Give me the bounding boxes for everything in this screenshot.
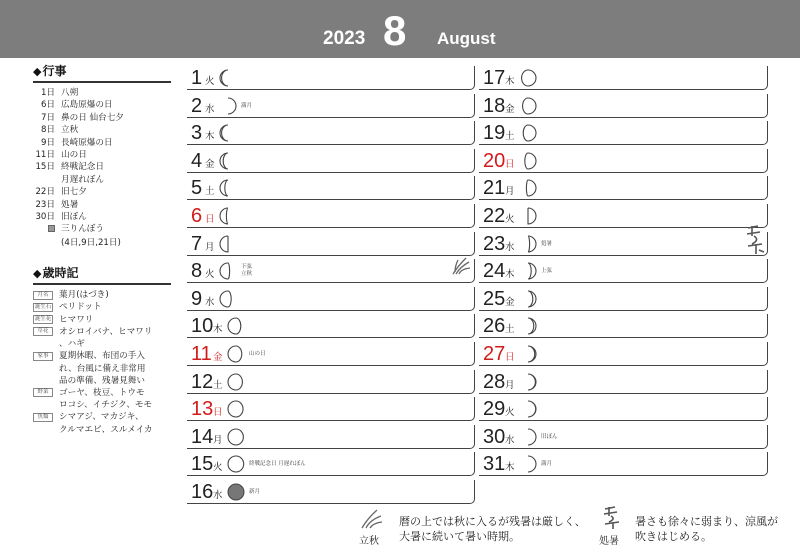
day-number: 27 [483,343,506,365]
day-number: 2 [191,94,203,117]
weekday: 月 [505,186,515,198]
weekday: 火 [205,76,215,87]
day-number: 17 [483,67,506,89]
moon-phase-icon [219,123,237,143]
moon-phase-icon [219,261,237,281]
day-note: 立秋 [241,271,253,278]
saijiki-item [33,301,171,313]
event-item [33,87,171,99]
moon-phase-icon [519,206,537,226]
diamond-icon: ◆ [33,65,42,78]
day-row [479,397,768,421]
day-row [187,232,475,256]
day-number: 12 [191,370,214,393]
saijiki-item [33,326,171,350]
day-row [187,314,475,338]
weekday: 木 [505,76,515,87]
day-row [479,425,768,449]
day-row [479,176,768,200]
moon-phase-icon [519,234,537,254]
day-number: 11 [191,343,212,365]
event-text: 旧ぼん [61,212,87,223]
event-day: 23日 [35,199,55,210]
day-row [479,66,768,90]
event-item [33,137,171,149]
saijiki-item [33,411,171,435]
day-note: 上弦 [541,268,553,275]
saijiki-tag: 誕生花 [34,316,52,323]
day-number: 22 [483,205,506,227]
day-number: 28 [483,370,506,393]
weekday: 水 [213,490,223,501]
header-year: 2023 [323,28,366,49]
event-item [33,174,171,186]
saijiki-text: 夏期休暇、布団の手入 れ、台風に備え非常用 品の準備、残暑見舞い [59,351,146,386]
moon-phase-icon [519,178,537,198]
moon-phase-icon [227,482,245,502]
saijiki-text: シマアジ、マカジキ、 クルマエビ、スルメイカ [59,412,153,435]
event-day: 1日 [40,88,55,98]
day-note: 処暑 [541,240,553,247]
day-row [187,370,475,394]
moon-phase-icon [519,261,537,281]
day-row [187,66,475,90]
risshu-label: 立秋 [359,536,379,547]
saijiki-tag: 野菜 [33,388,53,397]
day-number: 16 [191,481,214,503]
day-number: 5 [191,177,203,200]
moon-phase-icon [519,68,537,88]
moon-phase-icon [519,151,537,171]
day-number: 18 [483,94,506,117]
saijiki-text: ペリドット [59,302,102,313]
weekday: 土 [205,186,215,198]
event-day: 22日 [35,187,55,198]
event-day [33,174,55,186]
day-row [187,342,475,366]
day-number: 3 [191,122,203,145]
day-number: 15 [191,453,214,476]
day-number: 31 [483,453,506,476]
event-text: 終戦記念日 [61,162,104,173]
moon-phase-icon [519,399,537,419]
grass-icon [450,254,472,276]
day-number: 4 [191,149,203,172]
header-month-number: 8 [383,7,407,54]
day-note: 満月 [241,102,253,109]
weekday: 月 [213,434,223,446]
day-note: 終戦記念日 月遅れぼん [249,461,306,468]
saijiki-item [33,289,171,301]
diamond-icon: ◆ [33,267,42,281]
sidebar [33,62,171,436]
day-number: 7 [191,232,203,255]
day-note: 下弦 [241,264,253,271]
weekday: 火 [213,462,223,474]
day-number: 23 [483,232,506,255]
moon-phase-icon [227,427,245,447]
saijiki-tag: 草花 [33,327,53,336]
weekday: 水 [505,434,515,446]
day-row [479,342,768,366]
day-row [479,259,768,283]
moon-phase-icon [219,96,237,116]
day-row [479,370,768,394]
moon-phase-icon [519,427,537,447]
weekday: 金 [505,296,515,308]
saijiki-text: 葉月(はづき) [59,290,109,301]
event-text: 八朔 [61,88,79,98]
saijiki-list [33,289,171,435]
weekday: 水 [205,103,215,115]
sanrinbo-days: (4日,9日,21日) [61,237,121,248]
moon-phase-icon [227,454,245,474]
events-title: ◆行事 [33,62,171,83]
day-row [479,204,768,228]
weekday: 土 [505,324,515,336]
saijiki-tag: 家事 [33,352,53,361]
event-day: 30日 [35,212,55,223]
day-number: 6 [191,205,203,227]
moon-phase-icon [219,234,237,254]
event-day: 11日 [35,150,55,161]
moon-phase-icon [219,289,237,309]
day-note: 新月 [249,489,261,495]
day-row [479,452,768,476]
saijiki-item [33,314,171,326]
day-row [187,204,475,228]
weekday: 火 [505,214,515,225]
day-row [187,176,475,200]
weekday: 水 [205,296,215,308]
weekday: 火 [505,407,515,419]
weekday: 日 [505,352,515,363]
day-number: 1 [191,67,203,89]
day-number: 30 [483,425,506,448]
event-item [33,124,171,136]
day-number: 25 [483,287,506,310]
event-item [33,161,171,173]
weekday: 土 [213,379,223,391]
day-number: 19 [483,122,506,145]
event-text: 長崎原爆の日 [61,137,113,148]
saijiki-item [33,350,171,387]
day-row [479,94,768,118]
weekday: 土 [505,131,515,143]
day-row [479,314,768,338]
day-number: 29 [483,398,506,421]
weekday: 金 [213,352,223,363]
saijiki-text: オシロイバナ、ヒマワリ 、ハギ [59,326,153,350]
saijiki-tag: 魚類 [33,413,53,422]
moon-phase-icon [519,454,537,474]
day-row [187,94,475,118]
event-day: 7日 [40,112,55,123]
saijiki-title: ◆歳時記 [33,264,171,285]
event-item [33,199,171,211]
saijiki-item [33,387,171,411]
event-day: 9日 [40,137,55,148]
event-text: 鼻の日 仙台七夕 [61,112,124,123]
event-day: 6日 [40,100,55,111]
moon-phase-icon [219,68,237,88]
moon-phase-icon [219,178,237,198]
event-text: 広島原爆の日 [61,100,113,111]
event-item [33,211,171,223]
day-row [187,259,475,283]
moon-phase-icon [227,372,245,392]
day-number: 13 [191,398,214,421]
event-text: 旧七夕 [61,187,87,198]
shosho-text: 暑さも徐々に弱まり、涼風が 吹きはじめる。 [635,515,778,543]
weekday: 木 [505,462,515,474]
event-item [33,149,171,161]
moon-phase-icon [519,316,537,336]
moon-phase-icon [219,206,237,226]
day-number: 20 [483,149,506,172]
risshu-text: 暦の上では秋に入るが残暑は厳しく、 大暑に続いて暑い時期。 [399,515,586,543]
shosho-label: 処暑 [599,536,619,547]
sanrinbo-mark-icon [48,225,55,232]
sanrinbo-legend: 三りんぼう [33,223,171,236]
day-row [187,425,475,449]
moon-phase-icon [519,123,537,143]
day-note: 山の日 [249,351,266,357]
day-number: 26 [483,315,506,338]
grass-icon [357,506,385,530]
weekday: 日 [205,214,215,225]
weekday: 火 [205,269,215,281]
day-row [187,149,475,173]
weekday: 金 [505,103,515,115]
moon-phase-icon [519,344,537,364]
day-row [187,480,475,504]
calligraphy-icon [601,504,623,530]
day-number: 21 [483,177,506,200]
moon-phase-icon [219,151,237,171]
moon-phase-icon [227,344,245,364]
day-row [479,287,768,311]
event-text: 月遅れぼん [61,174,104,185]
day-note: 満月 [541,461,553,468]
day-number: 9 [191,287,203,310]
day-row [479,121,768,145]
event-text: 処暑 [61,199,79,210]
day-note: 旧ぼん [541,433,558,440]
footer-notes [347,502,800,560]
weekday: 金 [205,158,215,170]
weekday: 木 [505,269,515,281]
day-number: 14 [191,425,214,448]
event-item [33,99,171,111]
moon-phase-icon [519,372,537,392]
day-number: 24 [483,260,506,283]
event-item [33,186,171,198]
weekday: 木 [205,131,215,143]
weekday: 日 [505,158,515,170]
moon-phase-icon [519,289,537,309]
day-row [187,287,475,311]
day-row [479,232,768,256]
event-day: 15日 [35,162,55,173]
event-item [33,112,171,124]
day-row [187,397,475,421]
saijiki-tag: 月名 [33,291,53,300]
day-row [187,121,475,145]
weekday: 月 [205,241,215,253]
moon-phase-icon [227,316,245,336]
day-number: 8 [191,260,203,283]
events-list [33,87,171,223]
saijiki-text: ヒマワリ [59,314,94,325]
day-row [187,452,475,476]
saijiki-tag: 誕生石 [34,303,52,310]
event-text: 立秋 [61,125,79,136]
day-number: 10 [191,315,214,338]
weekday: 日 [213,407,223,419]
weekday: 月 [505,379,515,391]
moon-phase-icon [227,399,245,419]
saijiki-text: ゴーヤ、枝豆、トウモ ロコシ、イチジク、モモ [59,387,153,411]
moon-phase-icon [519,96,537,116]
header-month-name: August [437,29,496,48]
event-text: 山の日 [61,150,87,161]
day-row [479,149,768,173]
calligraphy-icon [744,222,768,256]
weekday: 水 [505,241,515,253]
weekday: 木 [213,324,223,336]
event-day: 8日 [40,125,55,136]
